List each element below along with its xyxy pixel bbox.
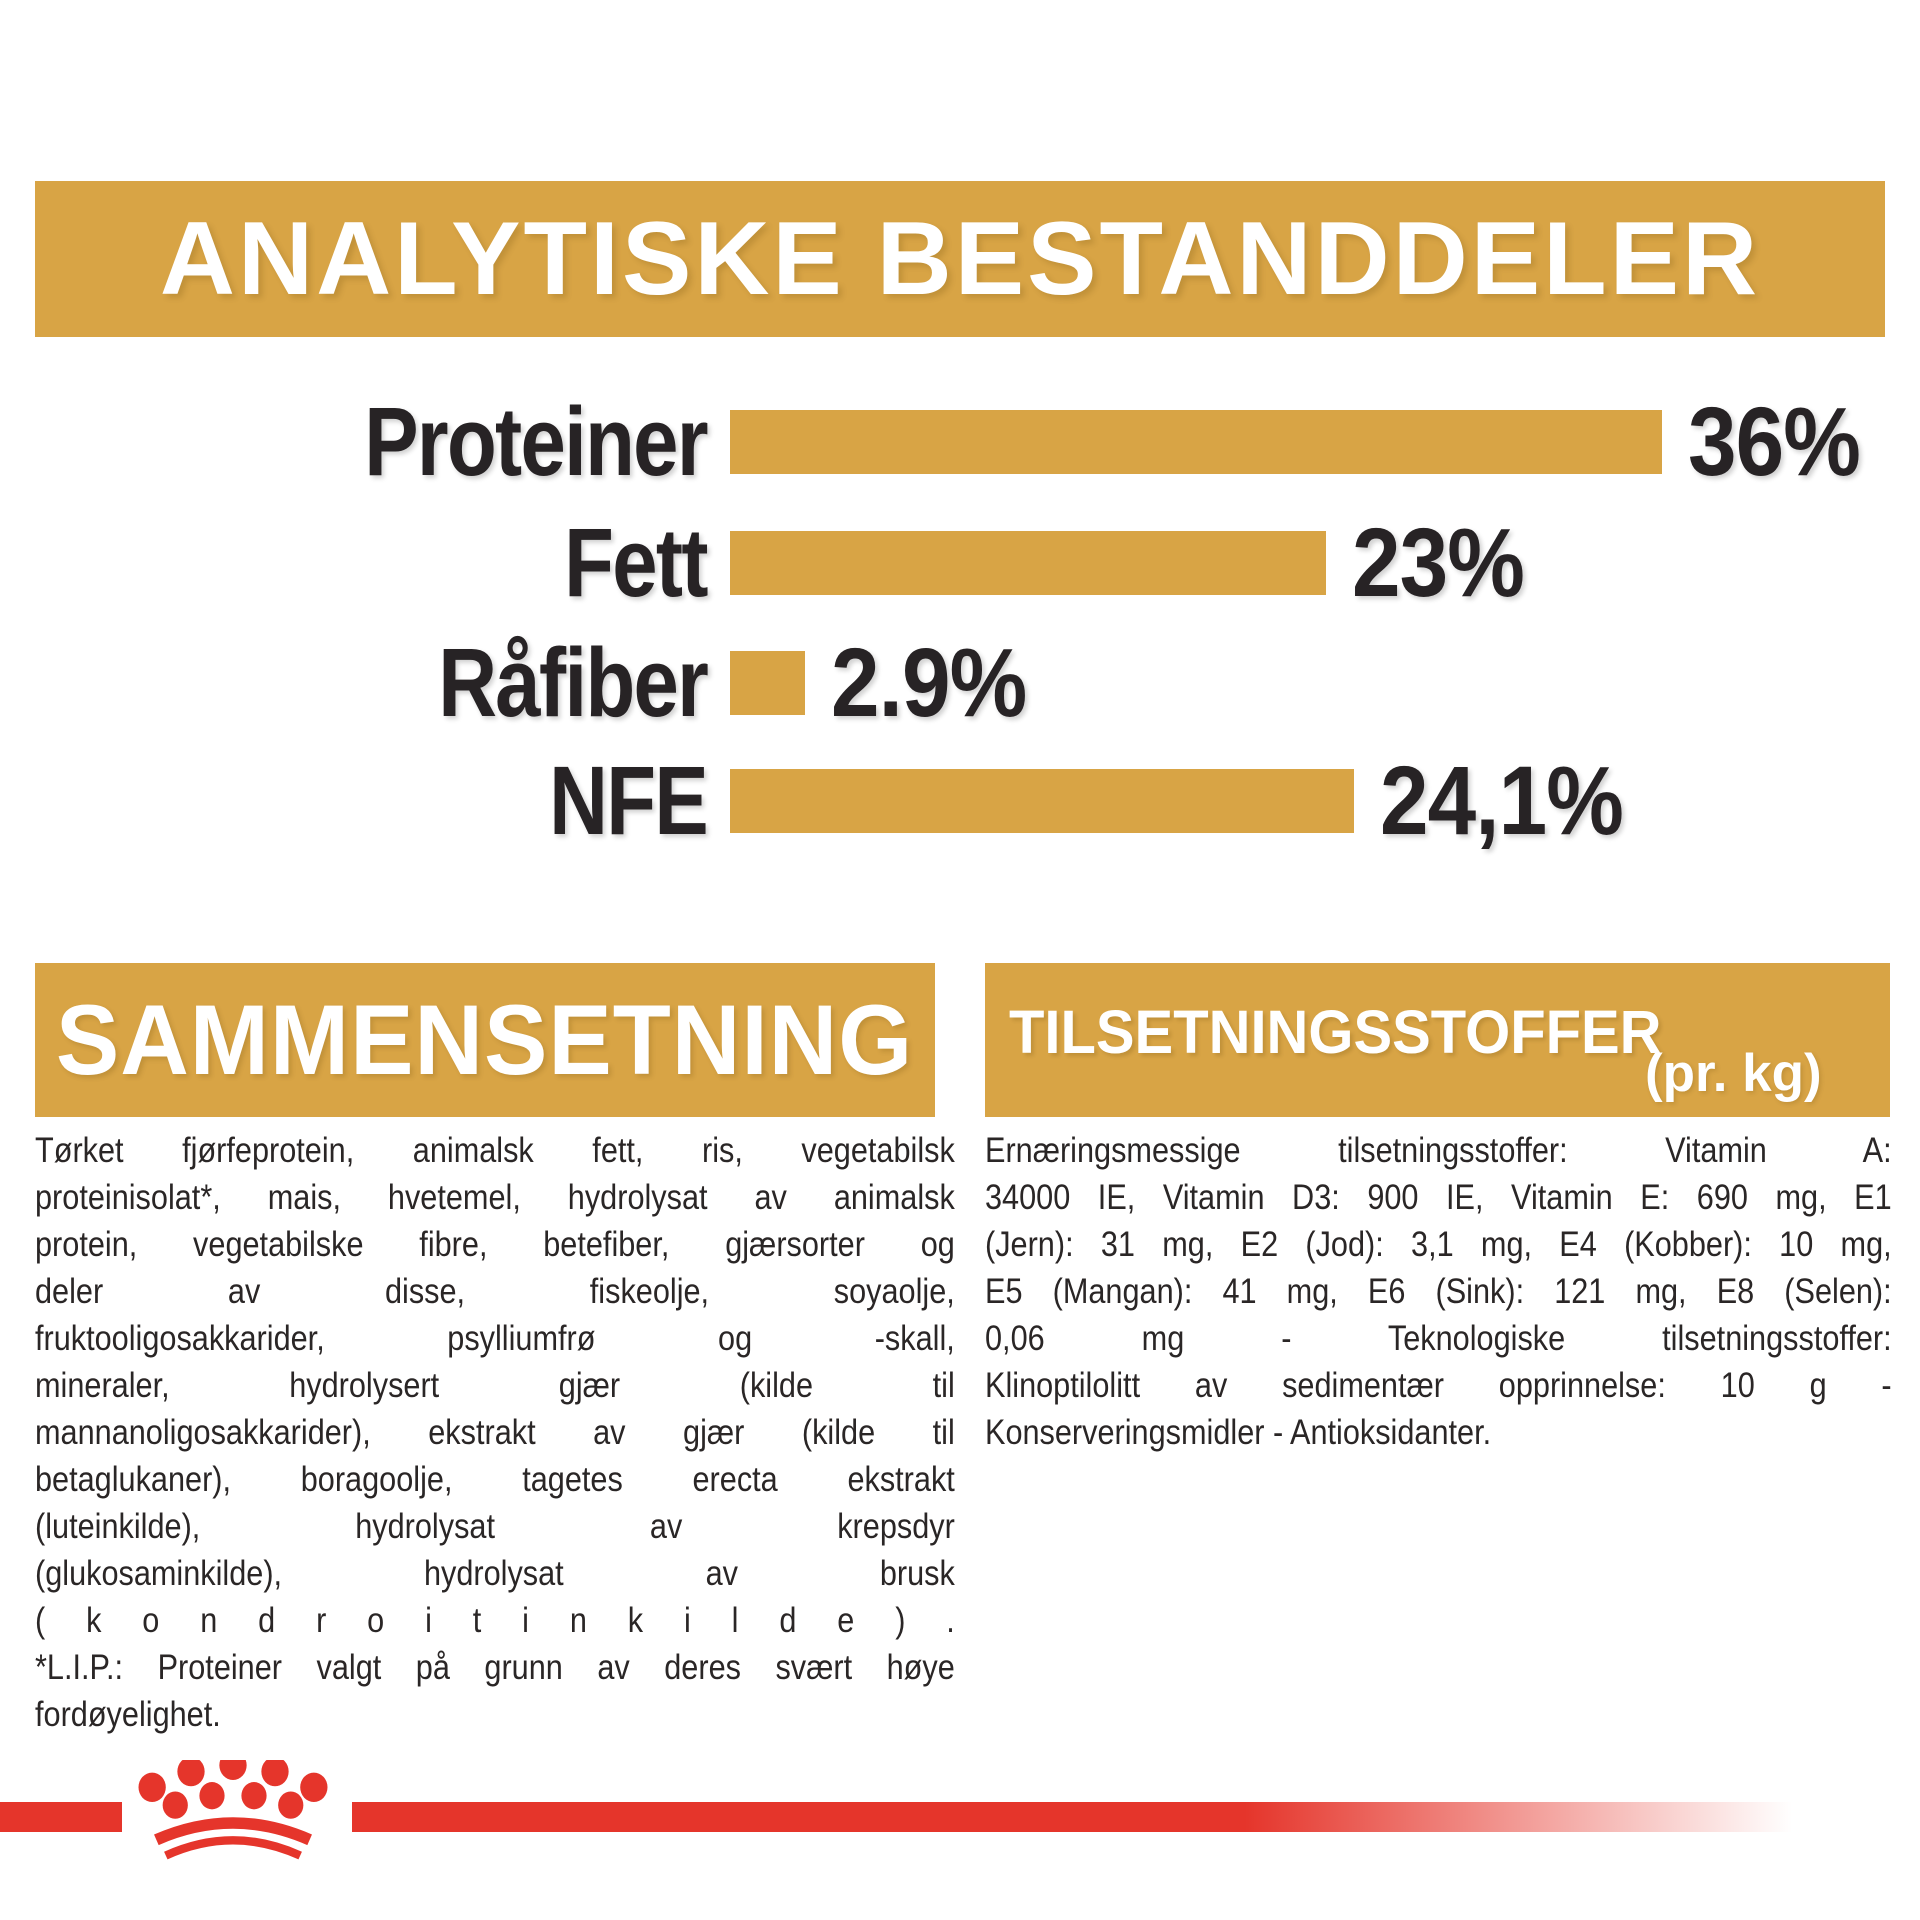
bar-fett <box>730 531 1326 595</box>
text-line: 0,06 mg - Teknologiske tilsetningsstoffer: <box>985 1319 1892 1358</box>
bar-label: Fett <box>564 508 707 617</box>
chart-row-rafiber <box>0 628 1920 737</box>
text-line: fruktooligosakkarider, psylliumfrø og -skall, <box>35 1319 955 1358</box>
bar-rafiber <box>730 651 805 715</box>
bar-label: Proteiner <box>364 387 707 496</box>
additives-unit: (pr. kg) <box>1645 1044 1822 1103</box>
text-line: betaglukaner), boragoolje, tagetes erecta ekstrakt <box>35 1460 955 1499</box>
text-line: deler av disse, fiskeolje, soyaolje, <box>35 1272 955 1311</box>
bar-value: 23% <box>1352 508 1525 617</box>
bar-value: 36% <box>1688 387 1861 496</box>
text-line: protein, vegetabilske fibre, betefiber, gjærsorter og <box>35 1225 955 1264</box>
text-line: Tørket fjørfeprotein, animalsk fett, ris, vegetabilsk <box>35 1131 955 1170</box>
text-line: Konserveringsmidler - Antioksidanter. <box>985 1413 1492 1452</box>
bar-label: Råfiber <box>438 628 707 737</box>
bar-label: NFE <box>549 746 707 855</box>
bar-value: 24,1% <box>1380 746 1624 855</box>
bar-value: 2.9% <box>831 628 1027 737</box>
additives-text <box>985 1127 1892 1456</box>
text-line: fordøyelighet. <box>35 1695 221 1734</box>
footer-stripe-right <box>352 1802 1792 1832</box>
chart-row-proteiner <box>0 387 1920 496</box>
text-line: ( k o n d r o i t i n k i l d e ) . <box>35 1601 955 1640</box>
additives-title: TILSETNINGSSTOFFER <box>1009 998 1662 1066</box>
composition-title: SAMMENSETNING <box>56 984 914 1095</box>
text-line: mannanoligosakkarider), ekstrakt av gjær (kilde til <box>35 1413 955 1452</box>
text-line: mineraler, hydrolysert gjær (kilde til <box>35 1366 955 1405</box>
text-line: proteinisolat*, mais, hvetemel, hydrolysat av animalsk <box>35 1178 955 1217</box>
footer-stripe-left <box>0 1802 122 1832</box>
text-line: (luteinkilde), hydrolysat av krepsdyr <box>35 1507 955 1546</box>
analytical-banner <box>35 181 1885 337</box>
additives-header <box>985 963 1890 1117</box>
text-line: (Jern): 31 mg, E2 (Jod): 3,1 mg, E4 (Kobber): 10 mg, <box>985 1225 1892 1264</box>
text-line: E5 (Mangan): 41 mg, E6 (Sink): 121 mg, E8 (Selen): <box>985 1272 1892 1311</box>
text-line: 34000 IE, Vitamin D3: 900 IE, Vitamin E: 690 mg, E1 <box>985 1178 1892 1217</box>
text-line: *L.I.P.: Proteiner valgt på grunn av deres svært høye <box>35 1648 955 1687</box>
composition-header <box>35 963 935 1117</box>
bar-proteiner <box>730 410 1662 474</box>
text-line: (glukosaminkilde), hydrolysat av brusk <box>35 1554 955 1593</box>
chart-row-fett <box>0 508 1920 617</box>
composition-text <box>35 1127 955 1738</box>
text-line: Ernæringsmessige tilsetningsstoffer: Vitamin A: <box>985 1131 1892 1170</box>
text-line: Klinoptilolitt av sedimentær opprinnelse: 10 g - <box>985 1366 1892 1405</box>
analytical-title: ANALYTISKE BESTANDDELER <box>159 200 1761 317</box>
royal-canin-crown-paw-logo-icon <box>128 1760 338 1865</box>
chart-row-nfe <box>0 746 1920 855</box>
bar-nfe <box>730 769 1354 833</box>
